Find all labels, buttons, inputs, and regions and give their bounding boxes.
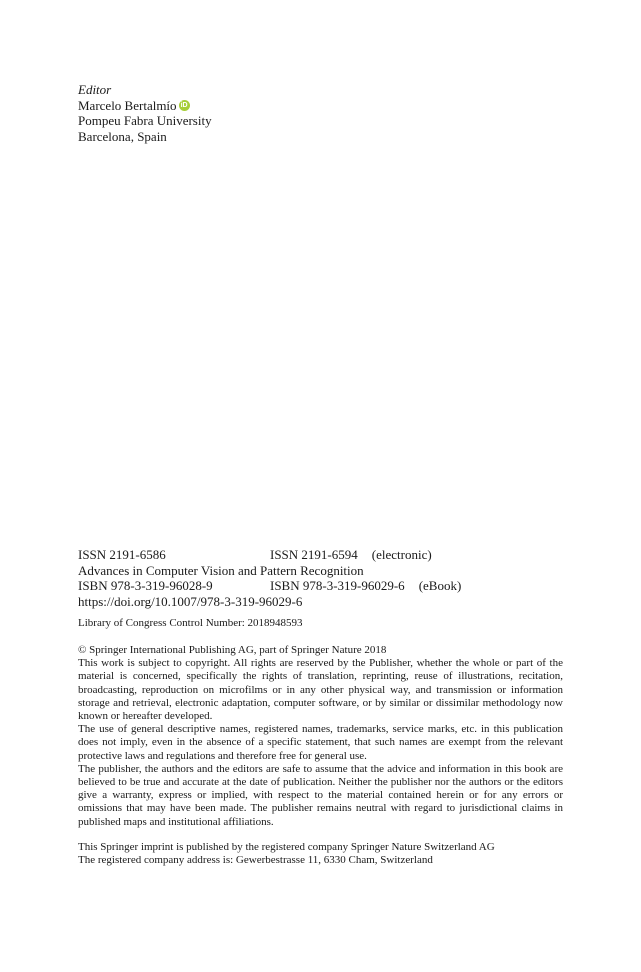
editor-name-line — [78, 98, 212, 114]
copyright-line: © Springer International Publishing AG, part of Springer Nature 2018 — [78, 644, 387, 656]
editor-affiliation: Pompeu Fabra University — [78, 113, 212, 129]
bibliographic-info — [78, 547, 563, 609]
publisher-footer — [78, 841, 563, 867]
isbn-row — [78, 578, 563, 594]
address-line: The registered company address is: Gewerbestrasse 11, 6330 Cham, Switzerland — [78, 854, 433, 867]
editor-label: Editor — [78, 82, 112, 97]
imprint-line: This Springer imprint is published by the registered company Springer Nature Switzerland AG — [78, 841, 495, 853]
editor-name: Marcelo Bertalmío — [78, 97, 177, 113]
series-title: Advances in Computer Vision and Pattern Recognition — [78, 562, 364, 578]
issn-row — [78, 547, 563, 563]
issn-print: ISSN 2191-6586 — [78, 547, 166, 562]
issn-electronic-suffix: (electronic) — [371, 547, 432, 562]
copyright-block — [78, 644, 563, 829]
editor-location: Barcelona, Spain — [78, 128, 167, 144]
doi-link[interactable]: https://doi.org/10.1007/978-3-319-96029-6 — [78, 593, 303, 609]
lccn: Library of Congress Control Number: 2018948593 — [78, 617, 303, 629]
copyright-paragraph: The use of general descriptive names, registered names, trademarks, service marks, etc. in this publication does not imply, even in the absence of a specific statement, that such names are exempt from the relevant protective laws and regulations and therefore free for general use. — [78, 723, 563, 762]
copyright-paragraph: The publisher, the authors and the editors are safe to assume that the advice and information in this book are believed to be true and accurate at the date of publication. Neither the publisher nor the authors or the editors give a warranty, express or implied, with respect to the material contained herein or for any errors or omissions that may have been made. The publisher remains neutral with regard to jurisdictional claims in published maps and institutional affiliations. — [78, 762, 563, 828]
editor-block — [78, 82, 212, 144]
isbn-print: ISBN 978-3-319-96028-9 — [78, 578, 213, 594]
orcid-icon[interactable]: iD — [180, 101, 188, 109]
copyright-paragraph: This work is subject to copyright. All rights are reserved by the Publisher, whether the whole or part of the material is concerned, specifically the rights of translation, reprinting, reuse of illustrations, recitation, broadcasting, reproduction on microfilms or in any other physical way, and transmission or information storage and retrieval, electronic adaptation, computer software, or by similar or dissimilar methodology now known or hereafter developed. — [78, 657, 563, 723]
isbn-ebook-suffix: (eBook) — [418, 578, 462, 594]
isbn-ebook: ISBN 978-3-319-96029-6 — [270, 578, 405, 594]
issn-electronic: ISSN 2191-6594 — [270, 547, 358, 562]
